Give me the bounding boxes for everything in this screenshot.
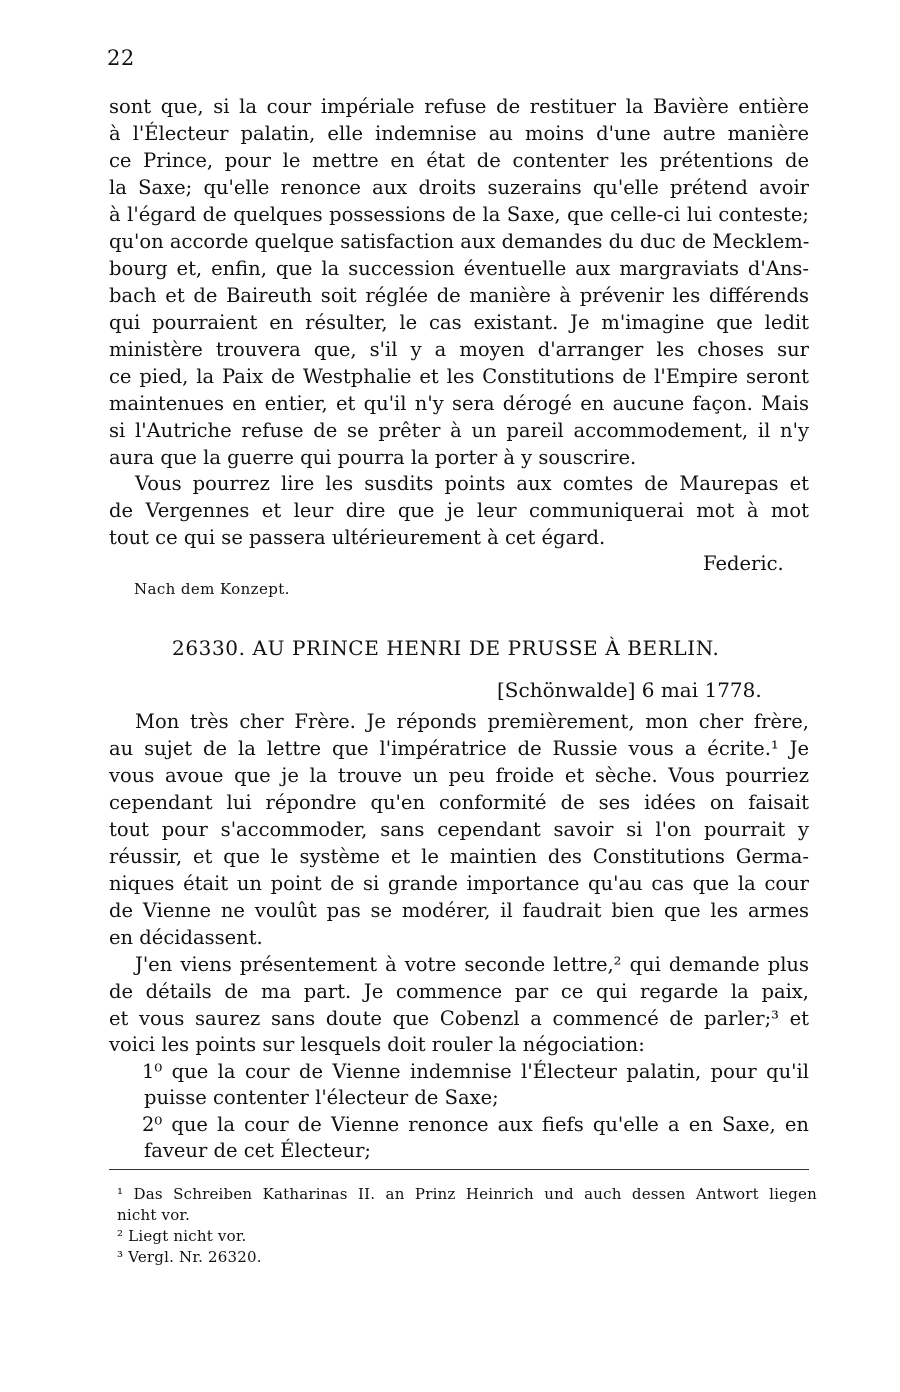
- text-line: puisse contenter l'électeur de Saxe;: [144, 1086, 499, 1109]
- text-line: et vous saurez sans doute que Cobenzl a commencé de parler;³ et: [109, 1007, 809, 1030]
- footnote-3: ³ Vergl. Nr. 26320.: [117, 1248, 262, 1266]
- text-line: maintenues en entier, et qu'il n'y sera dérogé en aucune façon. Mais: [109, 392, 809, 415]
- footnote-1-continued: nicht vor.: [117, 1206, 191, 1224]
- text-line: voici les points sur lesquels doit rouler la négociation:: [109, 1033, 645, 1056]
- text-line: de détails de ma part. Je commence par ce qui regarde la paix,: [109, 980, 809, 1003]
- text-line: ce pied, la Paix de Westphalie et les Constitutions de l'Empire seront: [109, 365, 809, 388]
- footnote-1: ¹ Das Schreiben Katharinas II. an Prinz Heinrich und auch dessen Antwort liegen: [117, 1185, 817, 1203]
- text-line: 1⁰ que la cour de Vienne indemnise l'Électeur palatin, pour qu'il: [142, 1060, 809, 1083]
- text-line: réussir, et que le système et le maintien des Constitutions Germa-: [109, 845, 809, 868]
- text-line: la Saxe; qu'elle renonce aux droits suzerains qu'elle prétend avoir: [109, 176, 809, 199]
- letter-date: [Schönwalde] 6 mai 1778.: [497, 678, 762, 702]
- text-line: niques était un point de si grande importance qu'au cas que la cour: [109, 872, 809, 895]
- text-line: ce Prince, pour le mettre en état de contenter les prétentions de: [109, 149, 809, 172]
- text-line: cependant lui répondre qu'en conformité de ses idées on faisait: [109, 791, 809, 814]
- text-line: ministère trouvera que, s'il y a moyen d'arranger les choses sur: [109, 338, 809, 361]
- text-line: faveur de cet Électeur;: [144, 1139, 371, 1162]
- text-line: sont que, si la cour impériale refuse de restituer la Bavière entière: [109, 95, 809, 118]
- text-line: tout pour s'accommoder, sans cependant savoir si l'on pourrait y: [109, 818, 809, 841]
- text-line: de Vienne ne voulût pas se modérer, il faudrait bien que les armes: [109, 899, 809, 922]
- text-line: J'en viens présentement à votre seconde lettre,² qui demande plus: [135, 953, 809, 976]
- text-line: Vous pourrez lire les susdits points aux comtes de Maurepas et: [135, 472, 809, 495]
- text-line: au sujet de la lettre que l'impératrice de Russie vous a écrite.¹ Je: [109, 737, 809, 760]
- text-line: 2⁰ que la cour de Vienne renonce aux fiefs qu'elle a en Saxe, en: [142, 1113, 809, 1136]
- text-line: à l'Électeur palatin, elle indemnise au moins d'une autre manière: [109, 122, 809, 145]
- text-line: bach et de Baireuth soit réglée de manière à prévenir les différends: [109, 284, 809, 307]
- footnote-2: ² Liegt nicht vor.: [117, 1227, 247, 1245]
- text-line: aura que la guerre qui pourra la porter à y souscrire.: [109, 446, 637, 469]
- text-line: qu'on accorde quelque satisfaction aux demandes du duc de Mecklem-: [109, 230, 810, 253]
- letter-heading: 26330. AU PRINCE HENRI DE PRUSSE À BERLIN.: [172, 636, 720, 660]
- signature: Federic.: [703, 552, 784, 575]
- source-note: Nach dem Konzept.: [134, 580, 290, 598]
- text-line: qui pourraient en résulter, le cas existant. Je m'imagine que ledit: [109, 311, 809, 334]
- text-line: vous avoue que je la trouve un peu froide et sèche. Vous pourriez: [109, 764, 809, 787]
- text-line: si l'Autriche refuse de se prêter à un pareil accommodement, il n'y: [109, 419, 809, 442]
- footnote-divider: [109, 1169, 809, 1170]
- text-line: bourg et, enfin, que la succession éventuelle aux margraviats d'Ans-: [109, 257, 809, 280]
- text-line: de Vergennes et leur dire que je leur communiquerai mot à mot: [109, 499, 809, 522]
- text-line: en décidassent.: [109, 926, 263, 949]
- text-line: Mon très cher Frère. Je réponds premièrement, mon cher frère,: [135, 710, 809, 733]
- text-line: à l'égard de quelques possessions de la Saxe, que celle-ci lui conteste;: [109, 203, 809, 226]
- page-number: 22: [107, 46, 135, 70]
- text-line: tout ce qui se passera ultérieurement à cet égard.: [109, 526, 606, 549]
